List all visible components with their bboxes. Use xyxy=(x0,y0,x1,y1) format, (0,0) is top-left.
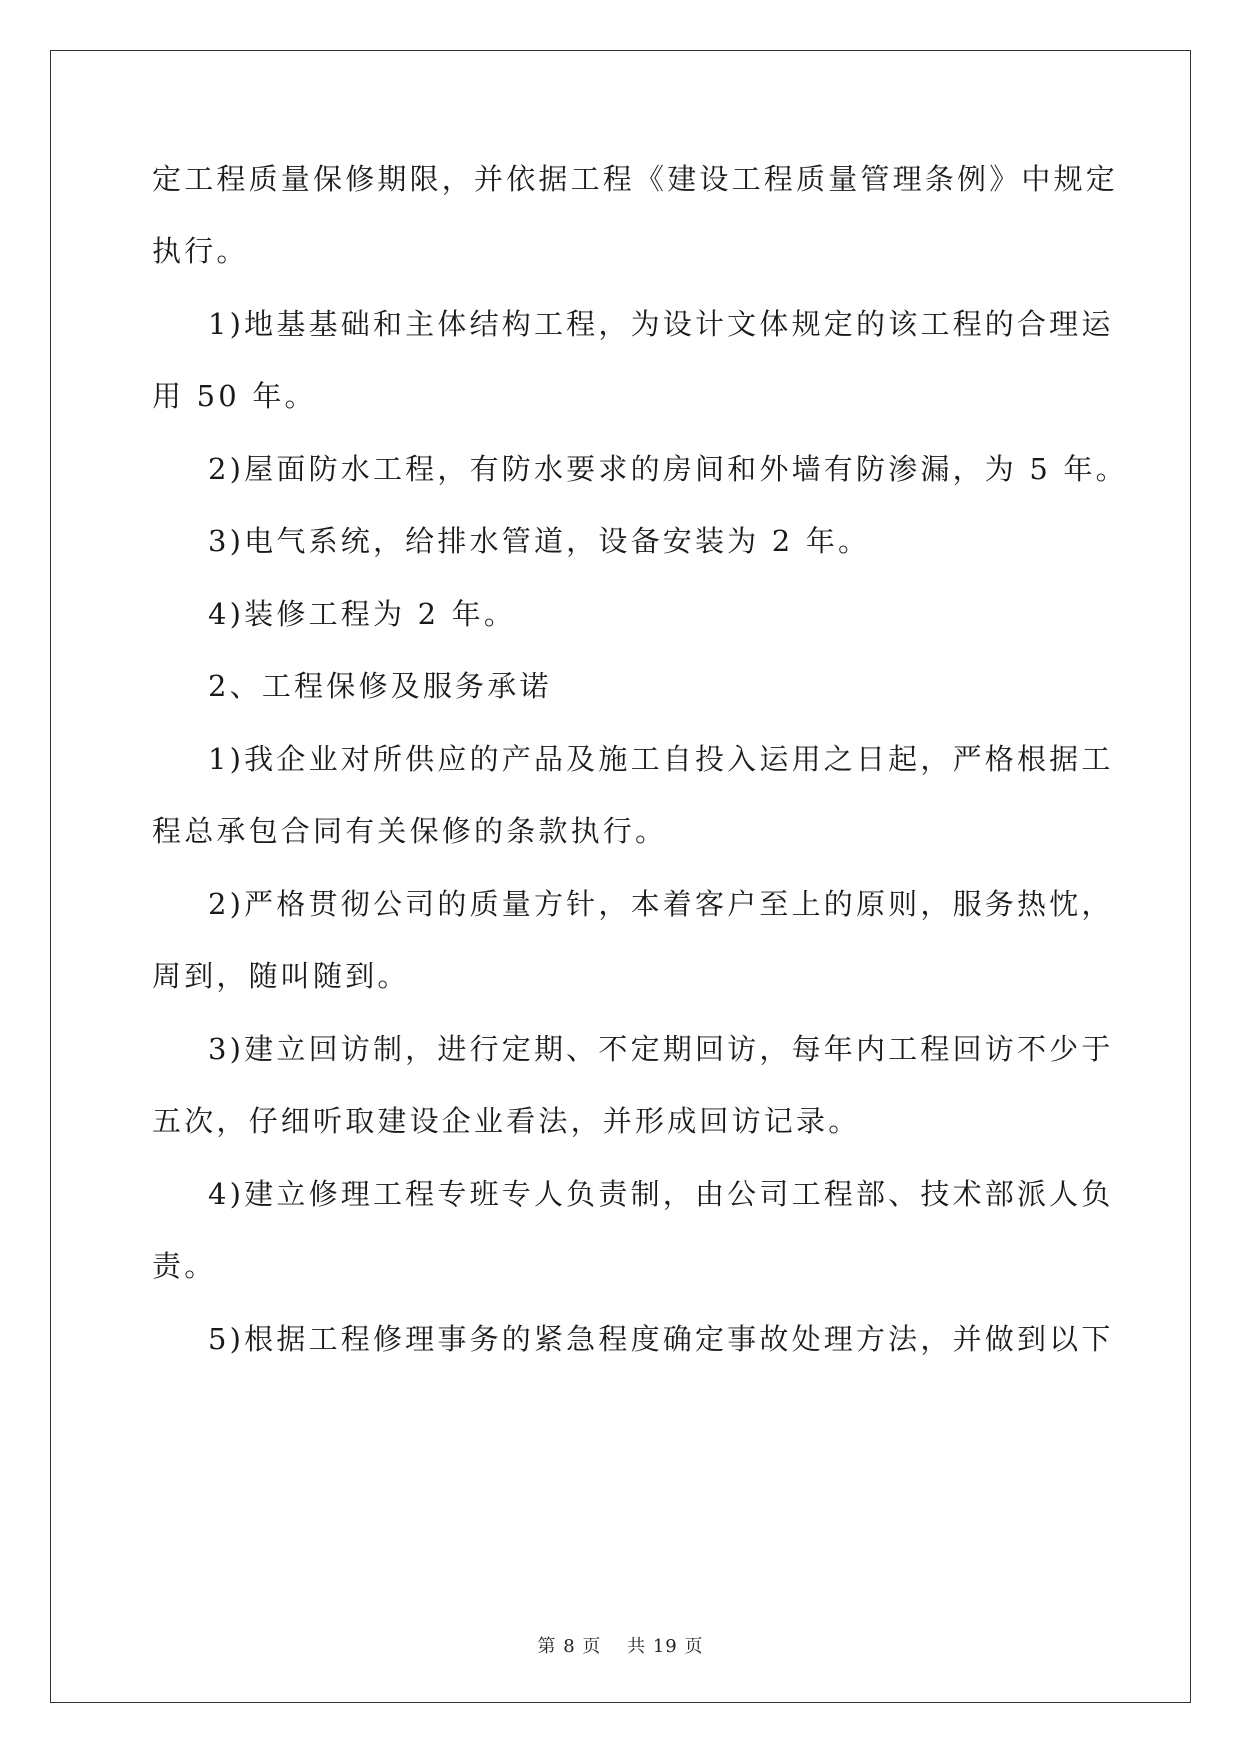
text-line: 3)建立回访制，进行定期、不定期回访，每年内工程回访不少于 xyxy=(208,1032,1114,1066)
text-line: 用 50 年。 xyxy=(152,379,317,413)
text-line: 五次，仔细听取建设企业看法，并形成回访记录。 xyxy=(152,1104,861,1138)
text-line: 执行。 xyxy=(152,234,249,268)
text-line: 2)严格贯彻公司的质量方针，本着客户至上的原则，服务热忱， xyxy=(208,887,1114,921)
text-line: 1)我企业对所供应的产品及施工自投入运用之日起，严格根据工 xyxy=(208,742,1114,776)
text-line: 3)电气系统，给排水管道，设备安装为 2 年。 xyxy=(208,524,871,558)
text-line: 4)建立修理工程专班专人负责制，由公司工程部、技术部派人负 xyxy=(208,1177,1114,1211)
text-line: 周到，随叫随到。 xyxy=(152,959,410,993)
page-border xyxy=(50,50,1191,1703)
text-line: 程总承包合同有关保修的条款执行。 xyxy=(152,814,668,848)
section-heading: 2、工程保修及服务承诺 xyxy=(208,669,552,703)
text-line: 4)装修工程为 2 年。 xyxy=(208,597,517,631)
page-number: 第 8 页 共 19 页 xyxy=(537,1636,704,1657)
text-line: 责。 xyxy=(152,1249,217,1283)
text-line: 1)地基基础和主体结构工程，为设计文体规定的该工程的合理运 xyxy=(208,307,1114,341)
text-line: 5)根据工程修理事务的紧急程度确定事故处理方法，并做到以下 xyxy=(208,1322,1114,1356)
text-line: 2)屋面防水工程，有防水要求的房间和外墙有防渗漏，为 5 年。 xyxy=(208,452,1128,486)
text-line: 定工程质量保修期限，并依据工程《建设工程质量管理条例》中规定 xyxy=(152,162,1119,196)
